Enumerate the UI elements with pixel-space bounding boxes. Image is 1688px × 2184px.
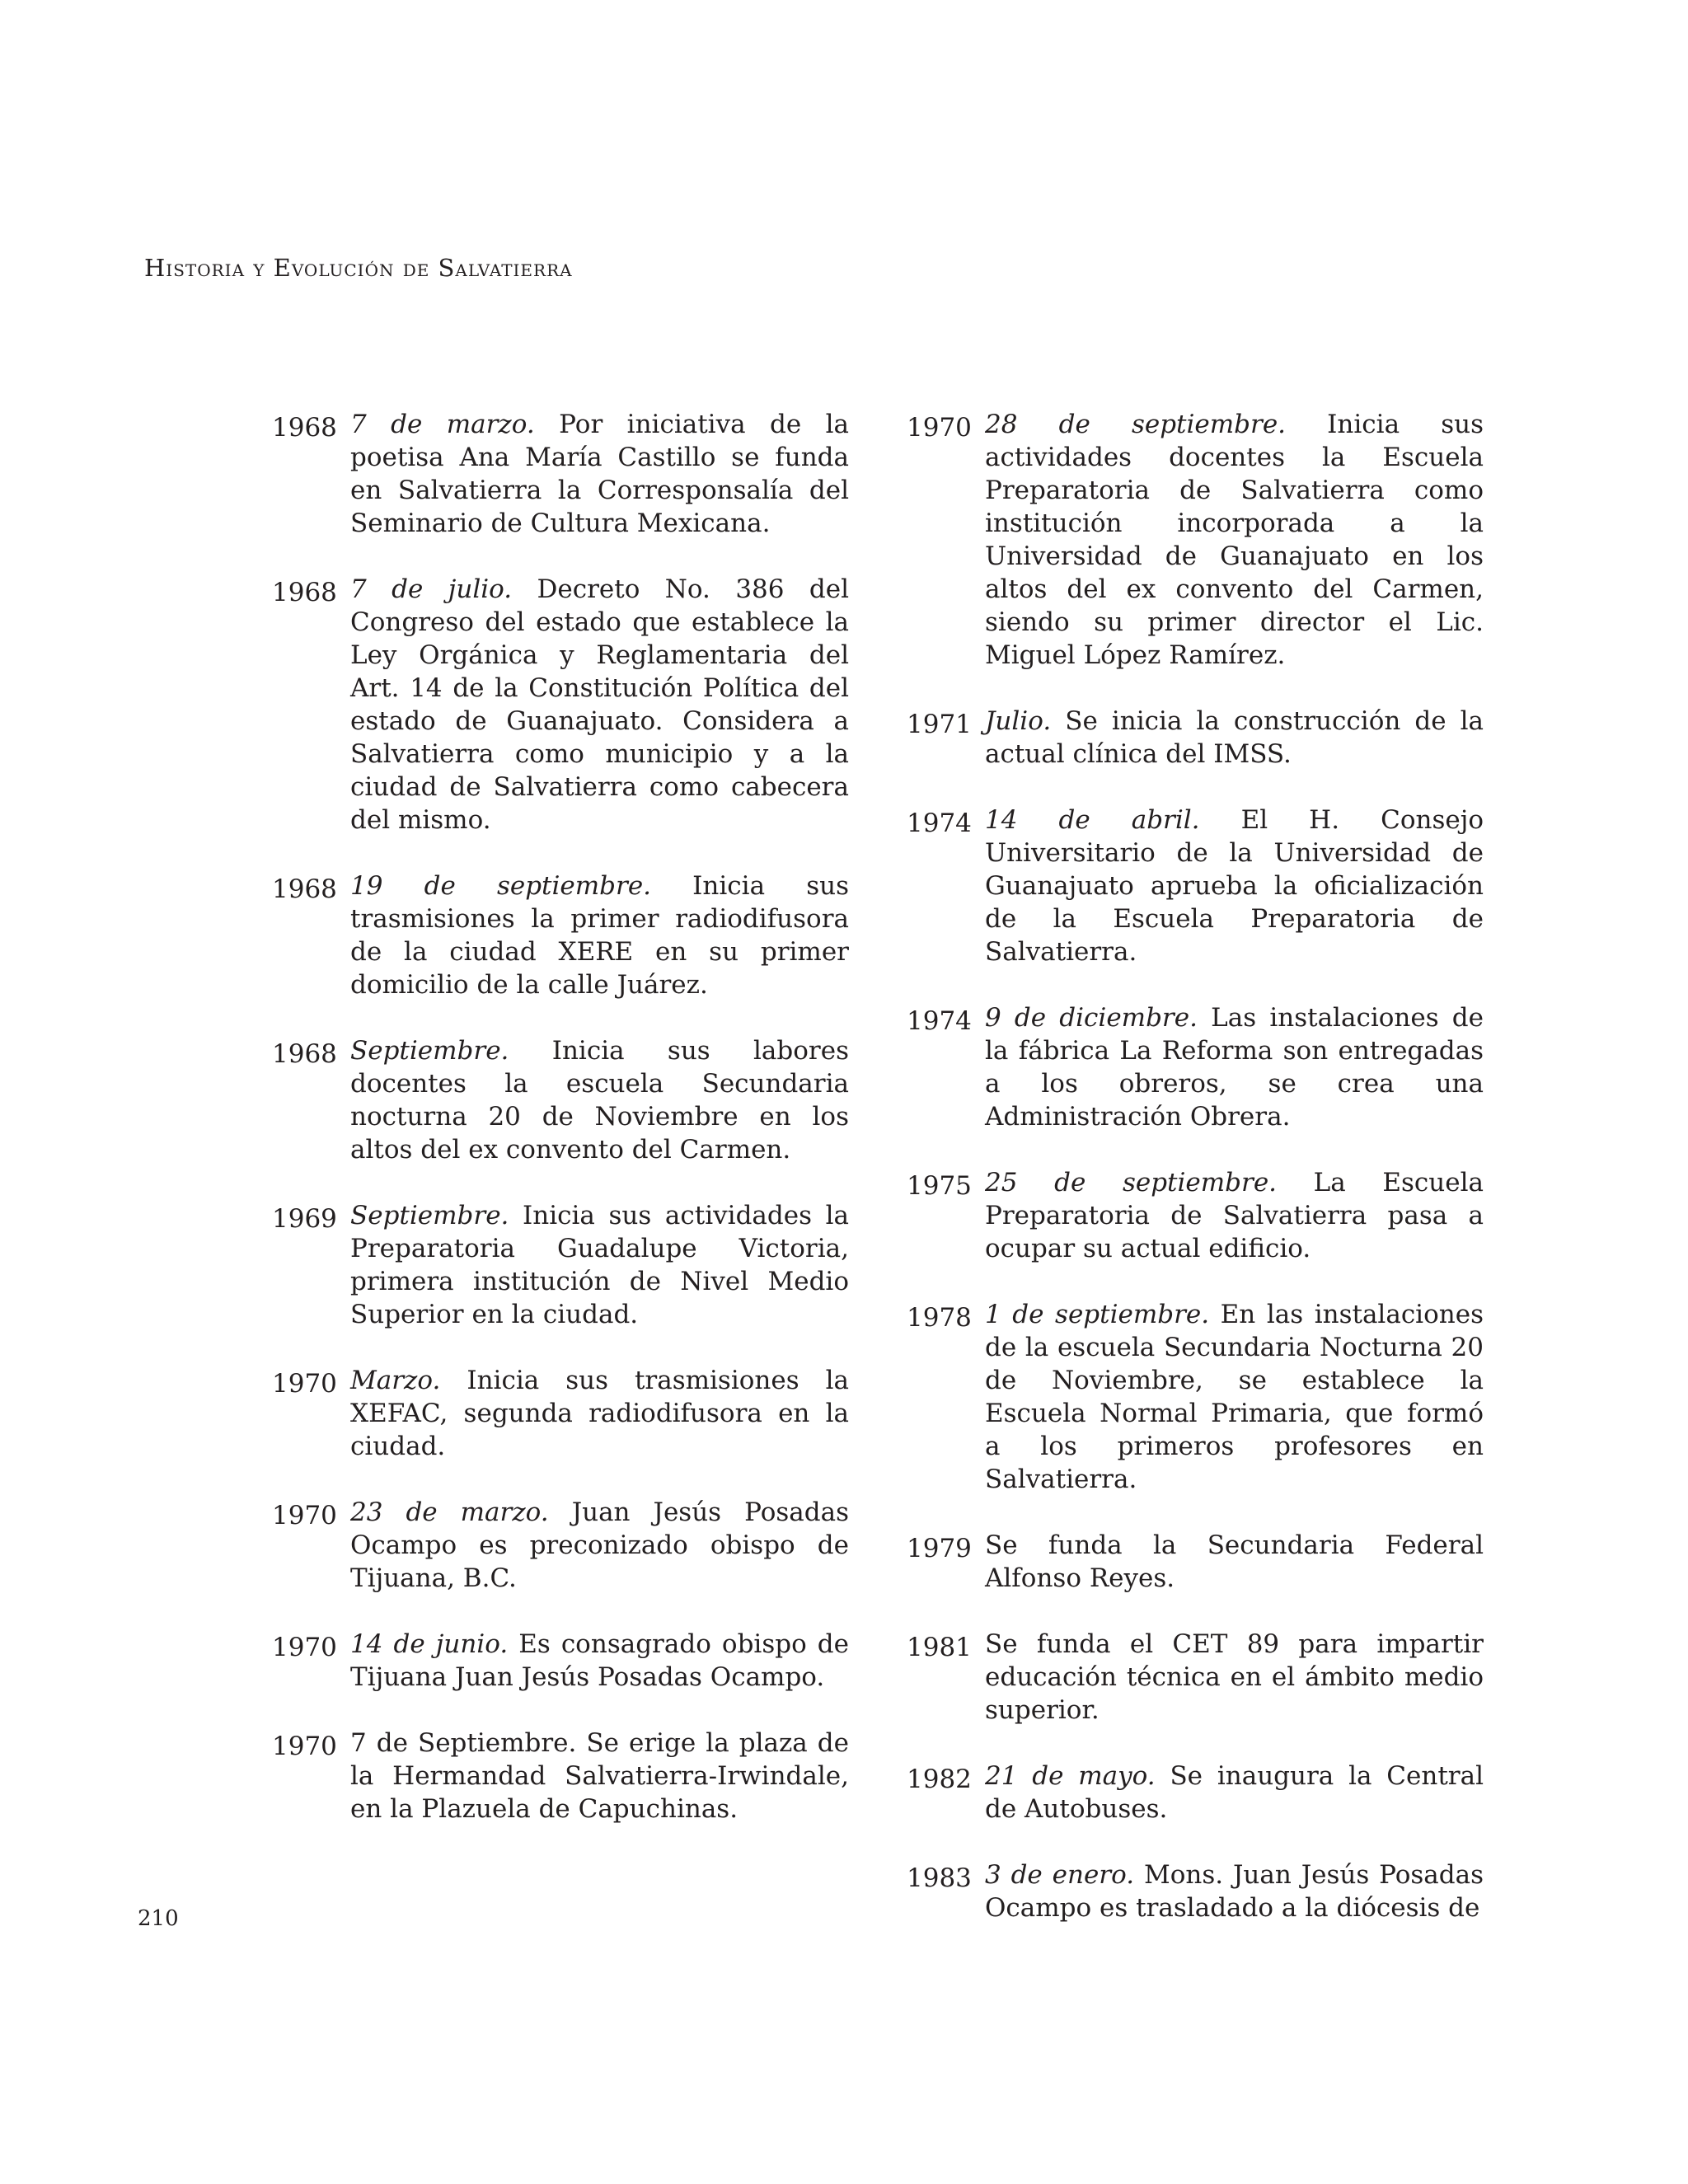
chronology-entry [907, 1760, 1484, 1825]
chronology-entry [272, 1034, 849, 1166]
entry-body [985, 408, 1484, 672]
entry-date: 1 de septiembre. [985, 1300, 1210, 1329]
chronology-entry [907, 1628, 1484, 1727]
entry-year: 1978 [907, 1303, 972, 1333]
entry-year: 1970 [907, 413, 972, 443]
entry-date: 25 de septiembre. [985, 1168, 1278, 1197]
entry-date: Marzo. [350, 1366, 441, 1395]
chronology-entry [272, 1628, 849, 1694]
entry-text: La Escuela Preparatoria de Salvatierra pasa a ocupar su actual edificio. [985, 1168, 1484, 1263]
chronology-entry [272, 1199, 849, 1331]
entry-date: 14 de junio. [350, 1629, 509, 1659]
page-number: 210 [138, 1906, 179, 1931]
entry-date: 7 de julio. [350, 574, 513, 604]
entry-text: Por iniciativa de la poetisa Ana María Castillo se funda en Salvatierra la Corresponsalía del Seminario de Cultura Mexicana. [350, 410, 850, 538]
entry-year: 1970 [272, 1369, 337, 1399]
chronology-entry [272, 1364, 849, 1463]
chronology-entry [907, 1298, 1484, 1496]
entry-year: 1982 [907, 1765, 972, 1794]
chronology-entry [907, 804, 1484, 968]
entry-body [985, 1628, 1484, 1727]
entry-body [985, 804, 1484, 968]
entry-date: Julio. [985, 706, 1052, 736]
entry-year: 1968 [272, 874, 337, 904]
chronology-entry [907, 1529, 1484, 1595]
running-head: Historia y Evolución de Salvatierra [144, 254, 573, 282]
entry-body [350, 1199, 849, 1331]
entry-text: Es consagrado obispo de Tijuana Juan Jesús Posadas Ocampo. [350, 1629, 849, 1692]
entry-body [350, 408, 849, 540]
entry-text: Inicia sus actividades la Preparatoria Guadalupe Victoria, primera institución de Nivel Medio Superior en la ciudad. [350, 1201, 849, 1329]
entry-date: 19 de septiembre. [350, 871, 652, 901]
entry-body [985, 1858, 1484, 1924]
entry-date: 3 de enero. [985, 1860, 1135, 1890]
entry-date: Septiembre. [350, 1201, 509, 1230]
entry-year: 1974 [907, 1006, 972, 1036]
chronology-entry [272, 869, 849, 1001]
entry-text: Decreto No. 386 del Congreso del estado que establece la Ley Orgánica y Reglamentaria del Art. 14 de la Constitución Política del estado de Guanajuato. Considera a Salvatierra como municipio y a la ciudad de Salvatierra como cabecera del mismo. [350, 574, 850, 835]
entry-body [350, 1034, 849, 1166]
entry-date: 7 de marzo. [350, 410, 535, 439]
left-column [272, 408, 849, 1858]
entry-body [985, 1760, 1484, 1825]
chronology-entry [907, 705, 1484, 771]
chronology-entry [272, 408, 849, 540]
chronology-entry [907, 1858, 1484, 1924]
entry-date: 14 de abril. [985, 805, 1200, 835]
entry-year: 1970 [272, 1501, 337, 1530]
chronology-entry [272, 573, 849, 837]
entry-text: Juan Jesús Posadas Ocampo es preconizado obispo de Tijuana, B.C. [350, 1497, 849, 1593]
entry-text: Se funda el CET 89 para impartir educación técnica en el ámbito medio superior. [985, 1629, 1484, 1725]
entry-date: Septiembre. [350, 1036, 509, 1066]
entry-year: 1974 [907, 808, 972, 838]
entry-text: Mons. Juan Jesús Posadas Ocampo es trasladado a la diócesis de [985, 1860, 1484, 1923]
entry-body [985, 1166, 1484, 1265]
entry-body [985, 1529, 1484, 1595]
entry-text: El H. Consejo Universitario de la Universidad de Guanajuato aprueba la oficialización de la Escuela Preparatoria de Salvatierra. [985, 805, 1484, 967]
chronology-entry [907, 1001, 1484, 1133]
entry-body [350, 869, 849, 1001]
entry-body [985, 705, 1484, 771]
entry-body [985, 1001, 1484, 1133]
entry-text: Inicia sus labores docentes la escuela Secundaria nocturna 20 de Noviembre en los altos del ex convento del Carmen. [350, 1036, 849, 1165]
entry-text: En las instalaciones de la escuela Secundaria Nocturna 20 de Noviembre, se establece la Escuela Normal Primaria, que formó a los primeros profesores en Salvatierra. [985, 1300, 1484, 1494]
entry-text: Inicia sus actividades docentes la Escuela Preparatoria de Salvatierra como institución incorporada a la Universidad de Guanajuato en los altos del ex convento del Carmen, siendo su primer director el Lic. Miguel López Ramírez. [985, 410, 1484, 670]
chronology-entry [272, 1496, 849, 1595]
entry-year: 1968 [272, 578, 337, 607]
entry-body [350, 573, 849, 837]
chronology-entry [907, 408, 1484, 672]
entry-year: 1971 [907, 710, 972, 739]
entry-body [350, 1727, 849, 1825]
chronology-entry [907, 1166, 1484, 1265]
entry-year: 1968 [272, 1039, 337, 1069]
entry-year: 1969 [272, 1204, 337, 1234]
entry-body [350, 1628, 849, 1694]
entry-text: Se inaugura la Central de Autobuses. [985, 1761, 1484, 1824]
entry-date: 23 de marzo. [350, 1497, 549, 1527]
entry-date: 21 de mayo. [985, 1761, 1156, 1791]
entry-year: 1975 [907, 1171, 972, 1201]
entry-body [350, 1496, 849, 1595]
entry-year: 1970 [272, 1633, 337, 1662]
entry-body [985, 1298, 1484, 1496]
entry-text: Inicia sus trasmisiones la primer radiodifusora de la ciudad XERE en su primer domicilio de la calle Juárez. [350, 871, 849, 1000]
right-column [907, 408, 1484, 1957]
entry-year: 1983 [907, 1863, 972, 1893]
entry-text: Las instalaciones de la fábrica La Reforma son entregadas a los obreros, se crea una Administración Obrera. [985, 1003, 1484, 1132]
entry-body [350, 1364, 849, 1463]
entry-text: Se inicia la construcción de la actual clínica del IMSS. [985, 706, 1484, 769]
entry-text: 7 de Septiembre. Se erige la plaza de la Hermandad Salvatierra-Irwindale, en la Plazuela de Capuchinas. [350, 1728, 849, 1824]
chronology-entry [272, 1727, 849, 1825]
entry-text: Inicia sus trasmisiones la XEFAC, segunda radiodifusora en la ciudad. [350, 1366, 850, 1461]
entry-date: 9 de diciembre. [985, 1003, 1198, 1033]
entry-text: Se funda la Secundaria Federal Alfonso Reyes. [985, 1530, 1484, 1593]
entry-year: 1979 [907, 1534, 972, 1563]
entry-year: 1970 [272, 1732, 337, 1761]
entry-year: 1968 [272, 413, 337, 443]
entry-year: 1981 [907, 1633, 972, 1662]
entry-date: 28 de septiembre. [985, 410, 1287, 439]
